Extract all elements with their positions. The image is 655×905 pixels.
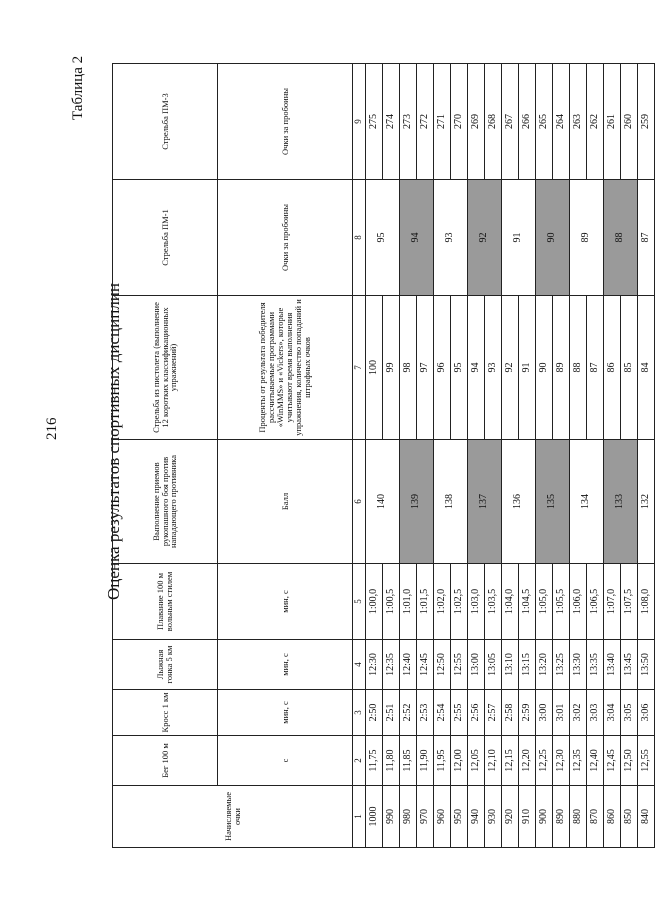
table-row <box>570 64 587 848</box>
cell-cross1: 3:03 <box>587 690 604 736</box>
cell-combat: 133 <box>604 440 638 564</box>
cell-run100: 12,35 <box>570 736 587 786</box>
cell-cross1: 2:53 <box>417 690 434 736</box>
cell-cross1: 3:05 <box>621 690 638 736</box>
unit-cross1: мин, с <box>218 690 353 736</box>
cell-pm1: 94 <box>400 180 434 296</box>
cell-combat: 135 <box>536 440 570 564</box>
cell-run100: 12,45 <box>604 736 621 786</box>
cell-pistol: 92 <box>502 296 519 440</box>
cell-pistol: 97 <box>417 296 434 440</box>
cell-points: 910 <box>519 786 536 848</box>
cell-swim100: 1:01,5 <box>417 564 434 640</box>
cell-ski5: 13:20 <box>536 640 553 690</box>
cell-pistol: 98 <box>400 296 417 440</box>
cell-swim100: 1:06,0 <box>570 564 587 640</box>
cell-run100: 12,00 <box>451 736 468 786</box>
cell-swim100: 1:00,0 <box>366 564 383 640</box>
unit-ski5: мин, с <box>218 640 353 690</box>
cell-pistol: 87 <box>587 296 604 440</box>
cell-run100: 12,20 <box>519 736 536 786</box>
cell-ski5: 12:55 <box>451 640 468 690</box>
cell-swim100: 1:02,0 <box>434 564 451 640</box>
cell-pistol: 96 <box>434 296 451 440</box>
cell-swim100: 1:02,5 <box>451 564 468 640</box>
table-row <box>468 64 485 848</box>
cell-cross1: 2:50 <box>366 690 383 736</box>
cell-run100: 12,25 <box>536 736 553 786</box>
cell-pistol: 86 <box>604 296 621 440</box>
cell-ski5: 13:10 <box>502 640 519 690</box>
cell-pm3: 261 <box>604 64 621 180</box>
cell-cross1: 2:56 <box>468 690 485 736</box>
header-swim100: Плавание 100 м вольным стилем <box>113 564 218 640</box>
cell-swim100: 1:00,5 <box>383 564 400 640</box>
col-number: 7 <box>353 296 366 440</box>
cell-pm1: 95 <box>366 180 400 296</box>
cell-ski5: 12:50 <box>434 640 451 690</box>
col-number: 6 <box>353 440 366 564</box>
cell-swim100: 1:05,5 <box>553 564 570 640</box>
cell-ski5: 13:30 <box>570 640 587 690</box>
cell-pm3: 269 <box>468 64 485 180</box>
cell-pm3: 265 <box>536 64 553 180</box>
cell-cross1: 3:01 <box>553 690 570 736</box>
unit-pistol: Проценты от результата победителя рассчитываемые программами «WinMMS» и «Vickers», которые учитывают время выполнения упражнения, количество попаданий и штрафных очков <box>218 296 353 440</box>
cell-points: 990 <box>383 786 400 848</box>
table-title: Оценка результатов спортивных дисциплин <box>104 283 123 600</box>
col-number: 4 <box>353 640 366 690</box>
cell-swim100: 1:04,5 <box>519 564 536 640</box>
cell-pm1: 90 <box>536 180 570 296</box>
cell-pistol: 85 <box>621 296 638 440</box>
cell-swim100: 1:03,5 <box>485 564 502 640</box>
col-number: 1 <box>353 786 366 848</box>
cell-points: 980 <box>400 786 417 848</box>
unit-run100: с <box>218 736 353 786</box>
cell-pm3: 260 <box>621 64 638 180</box>
cell-ski5: 13:50 <box>638 640 655 690</box>
cell-cross1: 2:55 <box>451 690 468 736</box>
cell-pistol: 88 <box>570 296 587 440</box>
cell-combat: 136 <box>502 440 536 564</box>
cell-run100: 11,80 <box>383 736 400 786</box>
cell-pm3: 262 <box>587 64 604 180</box>
cell-ski5: 12:40 <box>400 640 417 690</box>
cell-combat: 139 <box>400 440 434 564</box>
col-number: 8 <box>353 180 366 296</box>
cell-pistol: 84 <box>638 296 655 440</box>
cell-pistol: 91 <box>519 296 536 440</box>
cell-run100: 11,85 <box>400 736 417 786</box>
cell-pm3: 264 <box>553 64 570 180</box>
cell-points: 930 <box>485 786 502 848</box>
cell-ski5: 13:15 <box>519 640 536 690</box>
table-row <box>434 64 451 848</box>
cell-pm1: 92 <box>468 180 502 296</box>
cell-pm3: 271 <box>434 64 451 180</box>
cell-run100: 12,10 <box>485 736 502 786</box>
cell-cross1: 3:00 <box>536 690 553 736</box>
cell-swim100: 1:06,5 <box>587 564 604 640</box>
cell-points: 970 <box>417 786 434 848</box>
col-number: 2 <box>353 736 366 786</box>
cell-pm3: 274 <box>383 64 400 180</box>
cell-combat: 140 <box>366 440 400 564</box>
cell-swim100: 1:03,0 <box>468 564 485 640</box>
cell-run100: 11,90 <box>417 736 434 786</box>
cell-pistol: 90 <box>536 296 553 440</box>
cell-run100: 12,40 <box>587 736 604 786</box>
cell-ski5: 13:45 <box>621 640 638 690</box>
col-number: 9 <box>353 64 366 180</box>
cell-points: 900 <box>536 786 553 848</box>
cell-pistol: 93 <box>485 296 502 440</box>
table-row <box>366 64 383 848</box>
cell-points: 1000 <box>366 786 383 848</box>
cell-points: 890 <box>553 786 570 848</box>
table-row <box>502 64 519 848</box>
cell-pm3: 267 <box>502 64 519 180</box>
header-ski5: Лыжная гонка 5 км <box>113 640 218 690</box>
cell-run100: 12,30 <box>553 736 570 786</box>
table-body <box>366 64 655 848</box>
cell-pistol: 99 <box>383 296 400 440</box>
cell-pm3: 263 <box>570 64 587 180</box>
cell-ski5: 12:35 <box>383 640 400 690</box>
cell-pm1: 91 <box>502 180 536 296</box>
header-pistol: Стрельба из пистолета (выполнение 12 коротких классификационных упражнений) <box>113 296 218 440</box>
cell-ski5: 12:45 <box>417 640 434 690</box>
cell-combat: 138 <box>434 440 468 564</box>
cell-ski5: 13:05 <box>485 640 502 690</box>
cell-points: 880 <box>570 786 587 848</box>
cell-run100: 12,05 <box>468 736 485 786</box>
cell-combat: 132 <box>638 440 655 564</box>
table-row <box>400 64 417 848</box>
cell-cross1: 3:04 <box>604 690 621 736</box>
cell-ski5: 13:35 <box>587 640 604 690</box>
cell-swim100: 1:05,0 <box>536 564 553 640</box>
cell-pm1: 93 <box>434 180 468 296</box>
cell-ski5: 13:25 <box>553 640 570 690</box>
page-number: 216 <box>44 417 60 440</box>
cell-run100: 12,55 <box>638 736 655 786</box>
cell-cross1: 3:02 <box>570 690 587 736</box>
cell-pm1: 89 <box>570 180 604 296</box>
unit-swim100: мин, с <box>218 564 353 640</box>
cell-pm3: 270 <box>451 64 468 180</box>
cell-cross1: 2:57 <box>485 690 502 736</box>
cell-swim100: 1:04,0 <box>502 564 519 640</box>
cell-run100: 11,95 <box>434 736 451 786</box>
col-number: 3 <box>353 690 366 736</box>
table-row <box>638 64 655 848</box>
cell-points: 950 <box>451 786 468 848</box>
unit-pm3: Очки за пробоины <box>218 64 353 180</box>
cell-points: 850 <box>621 786 638 848</box>
header-points: Начисляемые очки <box>113 786 353 848</box>
col-number: 5 <box>353 564 366 640</box>
header-row <box>113 64 218 848</box>
cell-pm3: 268 <box>485 64 502 180</box>
cell-pm3: 259 <box>638 64 655 180</box>
table-row <box>536 64 553 848</box>
cell-pm1: 88 <box>604 180 638 296</box>
cell-cross1: 2:59 <box>519 690 536 736</box>
cell-run100: 12,15 <box>502 736 519 786</box>
column-numbers-row <box>353 64 366 848</box>
cell-swim100: 1:07,0 <box>604 564 621 640</box>
cell-ski5: 13:00 <box>468 640 485 690</box>
cell-pm3: 275 <box>366 64 383 180</box>
header-combat: Выполнение приемов рукопашного боя против нападающего противника <box>113 440 218 564</box>
unit-pm1: Очки за пробоины <box>218 180 353 296</box>
cell-cross1: 3:06 <box>638 690 655 736</box>
cell-run100: 11,75 <box>366 736 383 786</box>
cell-combat: 134 <box>570 440 604 564</box>
units-row <box>218 64 353 848</box>
header-cross1: Кросс 1 км <box>113 690 218 736</box>
cell-points: 960 <box>434 786 451 848</box>
cell-pistol: 89 <box>553 296 570 440</box>
results-table <box>112 63 655 848</box>
cell-cross1: 2:51 <box>383 690 400 736</box>
cell-points: 860 <box>604 786 621 848</box>
cell-cross1: 2:54 <box>434 690 451 736</box>
cell-cross1: 2:58 <box>502 690 519 736</box>
cell-pistol: 100 <box>366 296 383 440</box>
cell-points: 870 <box>587 786 604 848</box>
results-table-wrapper <box>112 64 651 848</box>
header-pm1: Стрельба ПМ-1 <box>113 180 218 296</box>
cell-combat: 137 <box>468 440 502 564</box>
cell-ski5: 12:30 <box>366 640 383 690</box>
cell-pistol: 95 <box>451 296 468 440</box>
header-pm3: Стрельба ПМ-3 <box>113 64 218 180</box>
cell-pistol: 94 <box>468 296 485 440</box>
cell-points: 840 <box>638 786 655 848</box>
header-run100: Бег 100 м <box>113 736 218 786</box>
cell-run100: 12,50 <box>621 736 638 786</box>
cell-swim100: 1:08,0 <box>638 564 655 640</box>
cell-ski5: 13:40 <box>604 640 621 690</box>
cell-swim100: 1:01,0 <box>400 564 417 640</box>
cell-cross1: 2:52 <box>400 690 417 736</box>
cell-pm3: 272 <box>417 64 434 180</box>
cell-pm1: 87 <box>638 180 655 296</box>
unit-combat: Балл <box>218 440 353 564</box>
cell-pm3: 266 <box>519 64 536 180</box>
cell-swim100: 1:07,5 <box>621 564 638 640</box>
cell-points: 940 <box>468 786 485 848</box>
table-row <box>604 64 621 848</box>
cell-points: 920 <box>502 786 519 848</box>
table-label: Таблица 2 <box>70 55 86 120</box>
cell-pm3: 273 <box>400 64 417 180</box>
